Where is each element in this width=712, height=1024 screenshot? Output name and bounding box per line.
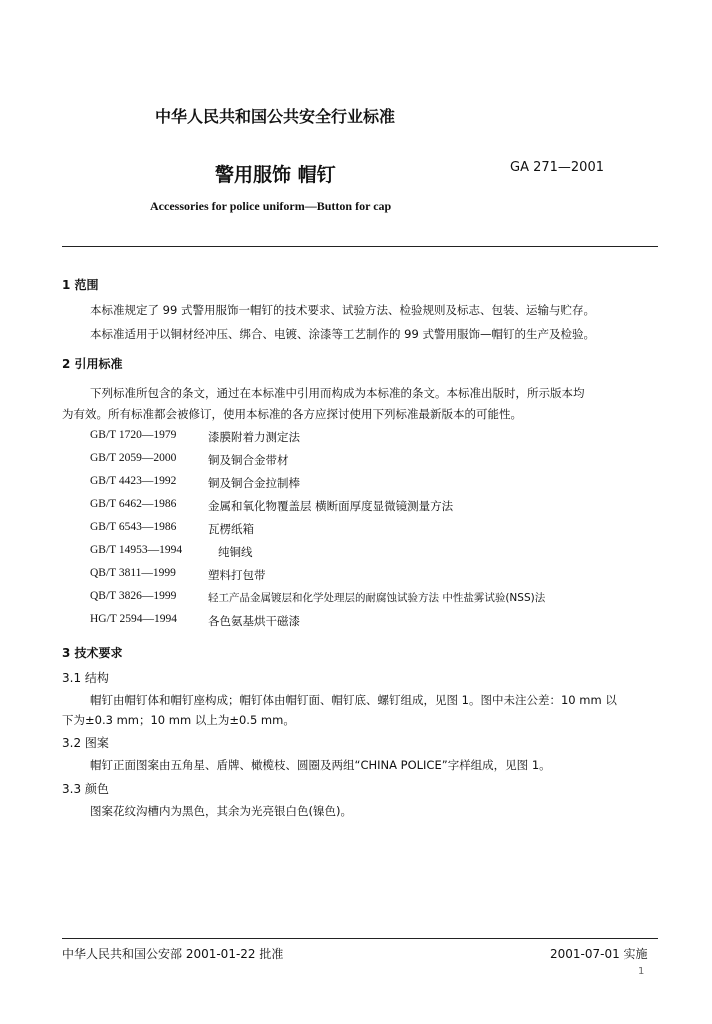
ministry-title: 中华人民共和国公共安全行业标准: [155, 107, 396, 126]
ref-title: 纯铜线: [218, 545, 253, 559]
english-title: Accessories for police uniform—Button for cap: [150, 199, 392, 213]
standard-code: GA 271—2001: [510, 160, 604, 175]
ref-title: 铜及铜合金拉制棒: [208, 476, 300, 490]
ref-code: QB/T 3811—1999: [90, 567, 176, 579]
ref-code: GB/T 6462—1986: [90, 498, 177, 510]
section-3-3-heading: 3.3 颜色: [62, 782, 109, 796]
section-3-3-paragraph: 图案花纹沟槽内为黑色，其余为光亮银白色(镍色)。: [90, 804, 352, 818]
ref-title: 塑料打包带: [208, 568, 266, 582]
ref-title: 金属和氧化物覆盖层 横断面厚度显微镜测量方法: [208, 499, 454, 513]
ref-code: HG/T 2594—1994: [90, 613, 177, 625]
implementation-date: 2001-07-01 实施: [550, 947, 648, 961]
ref-code: GB/T 6543—1986: [90, 521, 177, 533]
ref-code: QB/T 3826—1999: [90, 590, 177, 602]
section-3-1-heading: 3.1 结构: [62, 671, 109, 685]
approval-date: 中华人民共和国公安部 2001-01-22 批准: [62, 947, 284, 961]
ref-title: 轻工产品金属镀层和化学处理层的耐腐蚀试验方法 中性盐雾试验(NSS)法: [208, 592, 546, 604]
section-3-2-paragraph: 帽钉正面图案由五角星、盾牌、橄榄枝、圆圈及两组“CHINA POLICE”字样组成，见图 1。: [90, 758, 551, 772]
section-3-1-paragraph-1: 帽钉由帽钉体和帽钉座构成；帽钉体由帽钉面、帽钉底、螺钉组成，见图 1。图中未注公差：10 mm 以: [90, 693, 617, 707]
section-3-heading: 3 技术要求: [62, 646, 123, 660]
ref-code: GB/T 1720—1979: [90, 429, 177, 441]
ref-title: 各色氨基烘干磁漆: [208, 614, 300, 628]
ref-code: GB/T 4423—1992: [90, 475, 177, 487]
section-1-paragraph-1: 本标准规定了 99 式警用服饰一帽钉的技术要求、试验方法、检验规则及标志、包装、运输与贮存。: [90, 303, 595, 317]
document-title: 警用服饰 帽钉: [215, 164, 336, 186]
page-number: 1: [638, 966, 645, 977]
section-1-paragraph-2: 本标准适用于以铜材经冲压、绑合、电镀、涂漆等工艺制作的 99 式警用服饰—帽钉的生产及检验。: [90, 327, 595, 341]
ref-title: 铜及铜合金带材: [208, 453, 289, 467]
section-1-heading: 1 范围: [62, 278, 99, 292]
section-2-paragraph-1-cont: 为有效。所有标准都会被修订，使用本标准的各方应探讨使用下列标准最新版本的可能性。: [62, 407, 522, 421]
ref-title: 瓦楞纸箱: [208, 522, 254, 536]
section-2-paragraph-1: 下列标准所包含的条文，通过在本标准中引用而构成为本标准的条文。本标准出版时，所示版本均: [90, 386, 585, 400]
header-divider: [62, 246, 658, 247]
footer-divider: [62, 938, 658, 939]
section-3-1-paragraph-2: 下为±0.3 mm；10 mm 以上为±0.5 mm。: [62, 713, 295, 727]
ref-code: GB/T 2059—2000: [90, 452, 177, 464]
section-3-2-heading: 3.2 图案: [62, 736, 109, 750]
ref-title: 漆膜附着力测定法: [208, 430, 300, 444]
section-2-heading: 2 引用标准: [62, 357, 123, 371]
ref-code: GB/T 14953—1994: [90, 544, 183, 556]
